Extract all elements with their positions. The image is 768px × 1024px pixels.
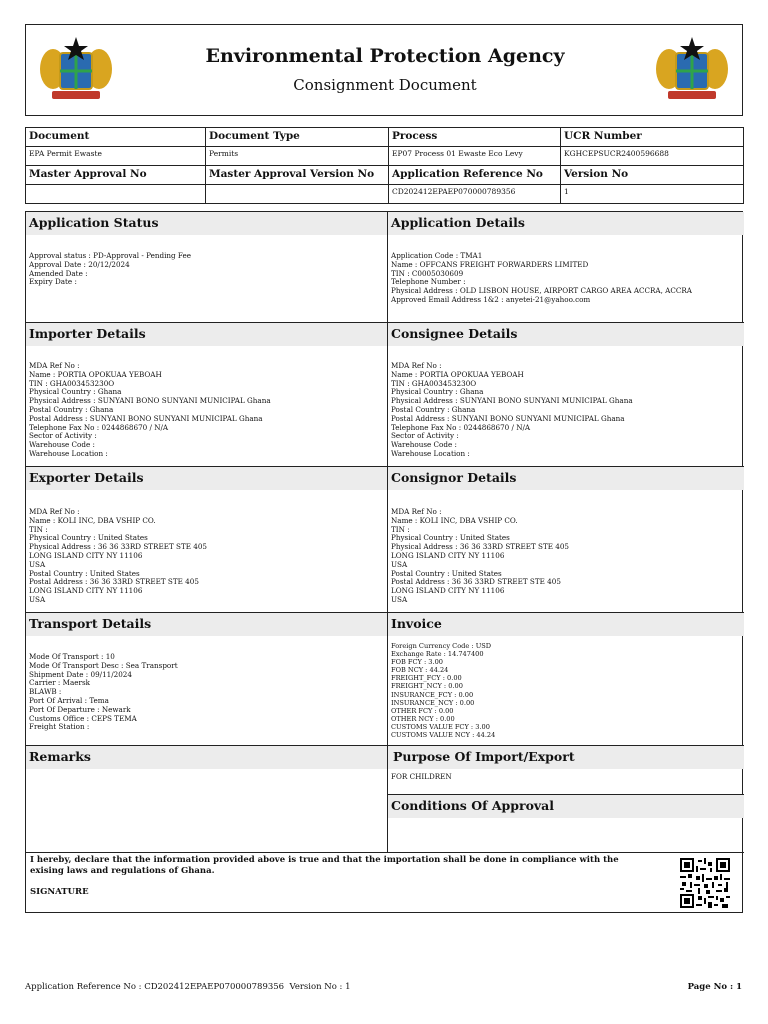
field-line: Postal Address : 36 36 33RD STREET STE 405 [29, 577, 199, 587]
section-body [26, 508, 387, 605]
value-document: EPA Permit Ewaste [26, 147, 206, 166]
field-line: MDA Ref No : [391, 361, 442, 370]
section-title: Purpose Of Import/Export [388, 746, 744, 769]
section-body [388, 508, 744, 605]
value-application-reference-no: CD202412EPAEP070000789356 [389, 185, 561, 204]
field-line: INSURANCE_FCY : 0.00 [391, 690, 474, 699]
declaration-text: I hereby, declare that the information provided above is true and that the importation shall be done in compliance with the exising laws and regulations of Ghana. [30, 855, 619, 876]
footer-reference: Application Reference No : CD202412EPAEP070000789356 Version No : 1 [25, 982, 351, 992]
field-line: BLAWB : [29, 687, 62, 697]
field-line: OTHER NCY : 0.00 [391, 714, 455, 723]
section-title: Consignee Details [388, 323, 744, 346]
field-line: TIN : [391, 524, 410, 534]
section-title: Application Status [26, 212, 387, 235]
field-line: Freight Station : [29, 722, 90, 732]
section-body [388, 642, 744, 739]
field-line: TIN : [29, 524, 48, 534]
field-line: OTHER FCY : 0.00 [391, 706, 454, 715]
field-line: Physical Country : United States [29, 533, 148, 543]
field-line: USA [391, 559, 408, 569]
field-line: Postal Address : SUNYANI BONO SUNYANI MUNICIPAL Ghana [391, 413, 625, 423]
field-line: Warehouse Code : [391, 440, 457, 450]
field-line: Physical Country : Ghana [29, 387, 122, 397]
meta-header-row-1 [26, 128, 744, 147]
field-line: TIN : C0005030609 [391, 268, 464, 278]
application-details-section [388, 212, 744, 322]
consignee-details-section [388, 323, 744, 466]
field-line: Postal Country : Ghana [391, 404, 476, 414]
label-version-no: Version No [561, 166, 744, 185]
field-line: TIN : GHA003453230O [29, 378, 115, 388]
field-line: Physical Address : 36 36 33RD STREET STE 405 [391, 542, 569, 552]
conditions-section [388, 795, 744, 852]
field-line: FOB FCY : 3.00 [391, 658, 443, 667]
field-line: Telephone Fax No : 0244868670 / N/A [29, 422, 169, 432]
field-line: MDA Ref No : [29, 361, 80, 370]
label-process: Process [389, 128, 561, 147]
agency-title: Environmental Protection Agency [205, 45, 565, 67]
field-line: USA [29, 559, 46, 569]
section-body [26, 362, 387, 459]
field-line: Warehouse Location : [29, 448, 108, 458]
field-line: FOR CHILDREN [391, 772, 452, 781]
field-line: Mode Of Transport : 10 [29, 652, 115, 661]
sections-container [25, 211, 743, 913]
field-line: Postal Country : United States [29, 568, 140, 578]
header-box [25, 24, 743, 116]
field-line: Name : PORTIA OPOKUAA YEBOAH [391, 369, 524, 379]
signature-label: SIGNATURE [30, 887, 89, 897]
field-line: LONG ISLAND CITY NY 11106 [391, 550, 505, 560]
label-document-type: Document Type [206, 128, 389, 147]
document-subtitle: Consignment Document [293, 76, 477, 94]
field-line: LONG ISLAND CITY NY 11106 [29, 550, 143, 560]
meta-header-row-2 [26, 166, 744, 185]
field-line: Warehouse Code : [29, 440, 95, 450]
field-line: INSURANCE_NCY : 0.00 [391, 698, 475, 707]
field-line: Physical Address : OLD LISBON HOUSE, AIRPORT CARGO AREA ACCRA, ACCRA [391, 286, 692, 296]
field-line: CUSTOMS VALUE NCY : 44.24 [391, 731, 496, 740]
coat-of-arms-right [652, 35, 732, 107]
value-master-approval-no [26, 185, 206, 204]
field-line: FREIGHT_NCY : 0.00 [391, 682, 463, 691]
section-body [388, 773, 744, 782]
meta-value-row-1 [26, 147, 744, 166]
field-line: MDA Ref No : [391, 507, 442, 516]
field-line: Approved Email Address 1&2 : anyetei-21@yahoo.com [391, 294, 591, 304]
field-line: LONG ISLAND CITY NY 11106 [29, 586, 143, 596]
section-title: Importer Details [26, 323, 387, 346]
field-line: FREIGHT_FCY : 0.00 [391, 674, 462, 683]
field-line: Mode Of Transport Desc : Sea Transport [29, 660, 178, 670]
remarks-section [26, 746, 387, 852]
field-line: Telephone Number : [391, 277, 466, 287]
field-line: Foreign Currency Code : USD [391, 642, 492, 650]
transport-details-section [26, 613, 387, 745]
field-line: Approval Date : 20/12/2024 [29, 259, 130, 269]
section-title: Invoice [388, 613, 744, 636]
importer-details-section [26, 323, 387, 466]
field-line: Warehouse Location : [391, 448, 470, 458]
invoice-section [388, 613, 744, 745]
section-title: Exporter Details [26, 467, 387, 490]
exporter-details-section [26, 467, 387, 612]
field-line: Postal Country : Ghana [29, 404, 114, 414]
section-title: Consignor Details [388, 467, 744, 490]
field-line: Application Code : TMA1 [391, 251, 483, 260]
value-ucr-number: KGHCEPSUCR2400596688 [561, 147, 744, 166]
field-line: USA [391, 594, 408, 604]
field-line: Name : PORTIA OPOKUAA YEBOAH [29, 369, 162, 379]
field-line: Expiry Date : [29, 277, 77, 287]
qr-code-icon [680, 858, 730, 908]
field-line: Postal Address : 36 36 33RD STREET STE 405 [391, 577, 561, 587]
field-line: Name : KOLI INC, DBA VSHIP CO. [29, 515, 156, 525]
label-application-reference-no: Application Reference No [389, 166, 561, 185]
field-line: TIN : GHA003453230O [391, 378, 477, 388]
field-line: Postal Address : SUNYANI BONO SUNYANI MUNICIPAL Ghana [29, 413, 263, 423]
field-line: Postal Country : United States [391, 568, 502, 578]
meta-table [25, 127, 743, 204]
value-version-no: 1 [561, 185, 744, 204]
footer-page-number: Page No : 1 [687, 982, 742, 992]
field-line: CUSTOMS VALUE FCY : 3.00 [391, 722, 490, 731]
field-line: Sector of Activity : [391, 431, 459, 441]
row-divider [26, 852, 744, 853]
label-master-approval-no: Master Approval No [26, 166, 206, 185]
field-line: Amended Date : [29, 268, 88, 278]
field-line: USA [29, 594, 46, 604]
section-title: Conditions Of Approval [388, 795, 744, 818]
field-line: Name : OFFCANS FREIGHT FORWARDERS LIMITED [391, 259, 589, 269]
value-process: EP07 Process 01 Ewaste Eco Levy [389, 147, 561, 166]
purpose-section [388, 746, 744, 794]
field-line: Approval status : PD-Approval - Pending Fee [29, 251, 192, 260]
application-status-section [26, 212, 387, 322]
field-line: Physical Address : 36 36 33RD STREET STE 405 [29, 542, 207, 552]
field-line: Telephone Fax No : 0244868670 / N/A [391, 422, 531, 432]
label-document: Document [26, 128, 206, 147]
label-master-approval-version-no: Master Approval Version No [206, 166, 389, 185]
field-line: Physical Country : Ghana [391, 387, 484, 397]
section-body [26, 252, 387, 287]
field-line: Exchange Rate : 14.747400 [391, 650, 484, 659]
coat-of-arms-left [36, 35, 116, 107]
section-title: Remarks [26, 746, 387, 769]
section-title: Transport Details [26, 613, 387, 636]
field-line: Sector of Activity : [29, 431, 97, 441]
field-line: Shipment Date : 09/11/2024 [29, 669, 132, 679]
field-line: Physical Address : SUNYANI BONO SUNYANI MUNICIPAL Ghana [29, 396, 271, 406]
meta-value-row-2 [26, 185, 744, 204]
field-line: Physical Country : United States [391, 533, 510, 543]
label-ucr-number: UCR Number [561, 128, 744, 147]
section-body [388, 362, 744, 459]
value-master-approval-version-no [206, 185, 389, 204]
section-body [388, 252, 744, 305]
value-document-type: Permits [206, 147, 389, 166]
field-line: Customs Office : CEPS TEMA [29, 713, 137, 723]
section-body [26, 653, 387, 732]
field-line: Carrier : Maersk [29, 678, 91, 688]
consignor-details-section [388, 467, 744, 612]
field-line: Port Of Arrival : Tema [29, 695, 109, 705]
field-line: FOB NCY : 44.24 [391, 666, 449, 675]
section-title: Application Details [388, 212, 744, 235]
field-line: Physical Address : SUNYANI BONO SUNYANI MUNICIPAL Ghana [391, 396, 633, 406]
field-line: Name : KOLI INC, DBA VSHIP CO. [391, 515, 518, 525]
field-line: Port Of Departure : Newark [29, 704, 131, 714]
field-line: MDA Ref No : [29, 507, 80, 516]
field-line: LONG ISLAND CITY NY 11106 [391, 586, 505, 596]
